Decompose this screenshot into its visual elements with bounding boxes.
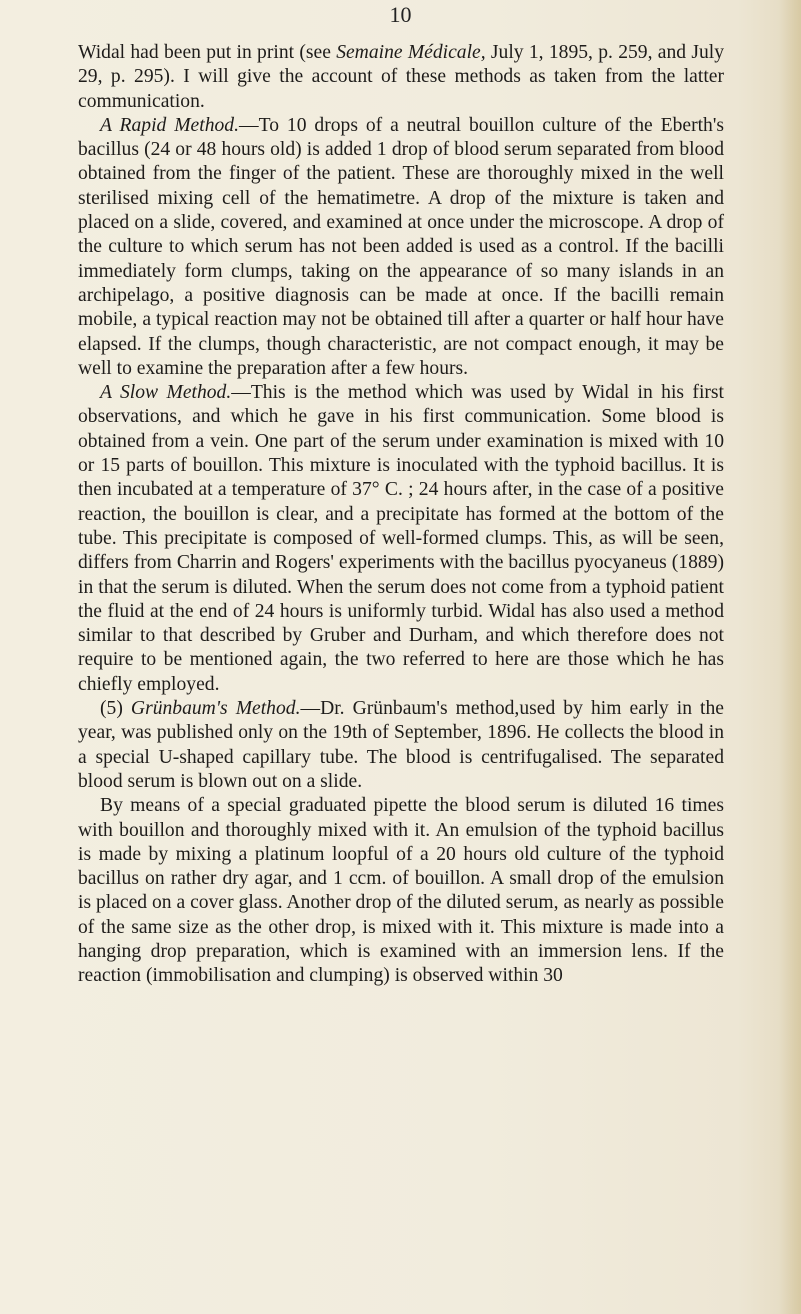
citation-journal-name: Semaine Médicale, [336,42,486,63]
text-run: Widal had been put in print (see [78,42,337,63]
section-heading-rapid-method: A Rapid Method. [100,114,239,136]
paragraph-rapid-method [78,114,724,381]
paragraph-grunbaum-continued [78,794,724,988]
text-run: —Dr. Grünbaum's method,used by him early in the year, was published only on the 19th of September, 1896. He collects the blood in a special U-shaped capillary tube. The blood is centrifugalised. The separated blood serum is blown out on a slide. [78,698,724,792]
text-run: By means of a special graduated pipette the blood serum is diluted 16 times with bouillon and thoroughly mixed with it. An emulsion of the typhoid bacillus is made by mixing a platinum loopful of a 20 hours old culture of the typhoid bacillus on rather dry agar, and 1 ccm. of bouillon. A small drop of the emulsion is placed on a cover glass. Another drop of the diluted serum, as nearly as possible of the same size as the other drop, is mixed with it. This mixture is made into a hanging drop preparation, which is examined with an immersion lens. If the reaction (immobilisation and clumping) is observed within 30 [78,795,724,987]
text-run: —To 10 drops of a neutral bouillon culture of the Eberth's bacillus (24 or 48 hours old) is added 1 drop of blood serum separated from blood obtained from the finger of the patient. These are thoroughly mixed in the well sterilised mixing cell of the hematimetre. A drop of the mixture is taken and placed on a slide, covered, and examined at once under the microscope. A drop of the culture to which serum has not been added is used as a control. If the bacilli immediately form clumps, taking on the appearance of so many islands in an archipelago, a positive diagnosis can be made at once. If the bacilli remain mobile, a typical reaction may not be obtained till after a quarter or half hour have elapsed. If the clumps, though characteristic, are not compact enough, it may be well to examine the preparation after a few hours. [78,114,725,379]
page-edge-shadow [779,0,801,1314]
text-run: —This is the method which was used by Widal in his first observations, and which he gave in his first communication. Some blood is obtained from a vein. One part of the serum under examination is mixed with 10 or 15 parts of bouillon. This mixture is inoculated with the typhoid bacillus. It is then incubated at a temperature of 37° C. ; 24 hours after, in the case of a positive reaction, the bouillon is clear, and a precipitate has formed at the bottom of the tube. This precipitate is composed of well-formed clumps. This, as will be seen, differs from Charrin and Rogers' experiments with the bacillus pyocyaneus (1889) in that the serum is diluted. When the serum does not come from a typhoid patient the fluid at the end of 24 hours is uniformly turbid. Widal has also used a method similar to that described by Gruber and Durham, and which therefore does not require to be mentioned again, the two referred to here are those which he has chiefly employed. [78,382,724,695]
section-heading-grunbaum-method: Grünbaum's Method. [130,698,301,720]
paragraph-continuation [78,41,724,114]
paragraph-slow-method [78,381,724,697]
section-number: (5) [100,698,131,720]
page-number: 10 [389,2,412,27]
body-text [78,41,724,989]
paragraph-grunbaum-method [78,697,724,794]
section-heading-slow-method: A Slow Method. [100,382,232,404]
text-run: July 1, 1895, p. 259, and July 29, p. 295). I will give the account of these methods as taken from the latter communication. [78,42,725,112]
